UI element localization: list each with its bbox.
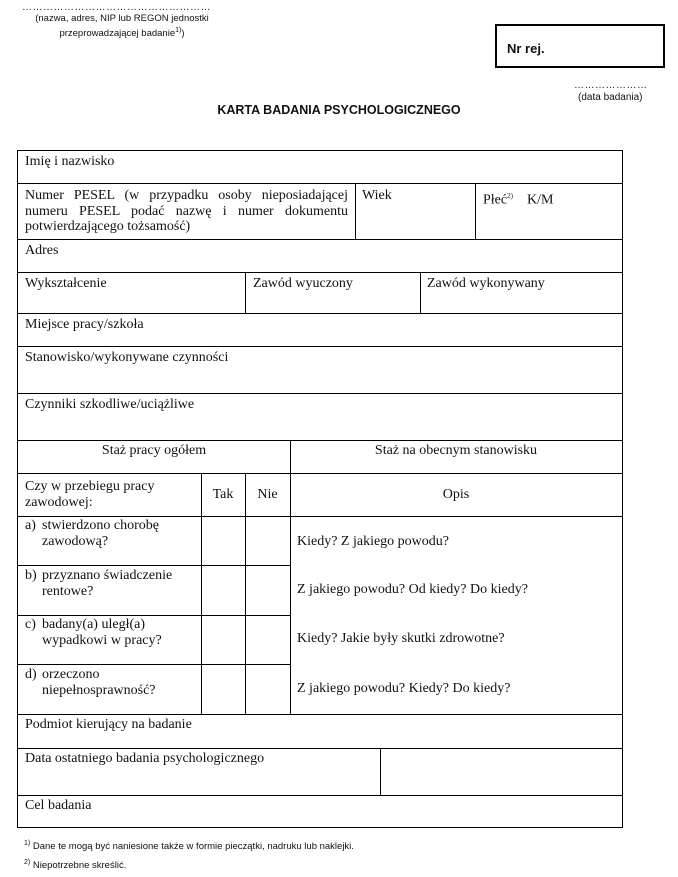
footnote-1-mark: 1)	[24, 840, 31, 847]
current-seniority-label: Staż na obecnym stanowisku	[374, 443, 538, 458]
exam-purpose-label: Cel badania	[25, 798, 92, 813]
row-divider	[18, 473, 622, 474]
harmful-factors-label: Czynniki szkodliwe/uciążliwe	[25, 397, 195, 412]
issuer-close: )	[181, 28, 185, 40]
row-divider	[18, 748, 622, 749]
question-b-text: przyznano świadczenie rentowe?	[42, 568, 173, 599]
row-divider	[18, 714, 622, 715]
row-divider	[18, 440, 622, 441]
sex-values: K/M	[526, 192, 554, 208]
row-divider	[18, 239, 622, 240]
col-divider	[290, 440, 291, 714]
row-divider	[18, 272, 622, 273]
examination-form	[17, 150, 623, 828]
row-divider	[18, 183, 622, 184]
row-divider	[18, 664, 290, 665]
question-c-description: Kiedy? Jakie były skutki zdrowotne?	[297, 631, 505, 646]
footnote-2-text: Niepotrzebne skreślić.	[32, 860, 127, 872]
question-a-letter: a)	[25, 518, 36, 533]
col-divider	[245, 473, 246, 714]
education-label: Wykształcenie	[25, 276, 107, 291]
total-seniority-label: Staż pracy ogółem	[101, 443, 207, 458]
question-header: Czy w przebiegu pracy zawodowej:	[25, 479, 155, 510]
col-divider	[380, 748, 381, 795]
registration-number-box[interactable]	[495, 24, 665, 68]
footnote-1-text: Dane te mogą być naniesione także w formie pieczątki, nadruku lub naklejki.	[32, 841, 354, 853]
row-divider	[18, 615, 290, 616]
question-d-text: orzeczono niepełnosprawność?	[42, 667, 156, 698]
position-label: Stanowisko/wykonywane czynności	[25, 350, 229, 365]
row-divider	[18, 516, 622, 517]
pesel-label: Numer PESEL (w przypadku osoby nieposiadającej numeru PESEL podać nazwę i numer dokumentu potwierdzającego tożsamość)	[25, 188, 348, 234]
name-label: Imię i nazwisko	[25, 154, 115, 169]
issuer-dots: ………………………………………………	[22, 2, 211, 13]
col-divider	[355, 183, 356, 239]
address-label: Adres	[25, 243, 59, 258]
date-label: (data badania)	[578, 92, 643, 103]
row-divider	[18, 795, 622, 796]
registration-number-label: Nr rej.	[507, 41, 545, 56]
question-d-description: Z jakiego powodu? Kiedy? Do kiedy?	[297, 681, 511, 696]
question-c-letter: c)	[25, 617, 36, 632]
referring-entity-label: Podmiot kierujący na badanie	[25, 717, 192, 732]
col-divider	[201, 473, 202, 714]
description-column-header: Opis	[442, 487, 470, 502]
row-divider	[18, 313, 622, 314]
date-dots: …………………	[574, 80, 648, 91]
question-b-letter: b)	[25, 568, 37, 583]
question-d-letter: d)	[25, 667, 37, 682]
question-b-description: Z jakiego powodu? Od kiedy? Do kiedy?	[297, 582, 528, 597]
yes-column-header: Tak	[212, 487, 234, 502]
workplace-label: Miejsce pracy/szkoła	[25, 317, 144, 332]
col-divider	[245, 272, 246, 313]
question-a-text: stwierdzono chorobę zawodową?	[42, 518, 160, 549]
sex-label	[483, 188, 553, 209]
issuer-text: (nazwa, adres, NIP lub REGON jednostki przeprowadzającej badanie	[35, 13, 209, 40]
footnote-2	[24, 859, 126, 871]
question-c-text: badany(a) uległ(a) wypadkowi w pracy?	[42, 617, 162, 648]
issuer-footnote-ref: 1)	[175, 27, 182, 34]
col-divider	[475, 183, 476, 239]
age-label: Wiek	[362, 188, 392, 203]
row-divider	[18, 565, 290, 566]
last-exam-date-label: Data ostatniego badania psychologicznego	[25, 751, 265, 766]
practiced-profession-label: Zawód wykonywany	[427, 276, 545, 291]
row-divider	[18, 346, 622, 347]
question-a-description: Kiedy? Z jakiego powodu?	[297, 534, 450, 549]
footnote-2-mark: 2)	[24, 859, 31, 866]
no-column-header: Nie	[257, 487, 278, 502]
row-divider	[18, 393, 622, 394]
sex-label-text: Płeć	[483, 192, 508, 208]
col-divider	[420, 272, 421, 313]
learned-profession-label: Zawód wyuczony	[253, 276, 353, 291]
issuer-label	[22, 13, 222, 40]
footnote-1	[24, 840, 354, 852]
sex-footnote-ref: 2)	[507, 192, 513, 200]
page-title: KARTA BADANIA PSYCHOLOGICZNEGO	[217, 103, 461, 117]
